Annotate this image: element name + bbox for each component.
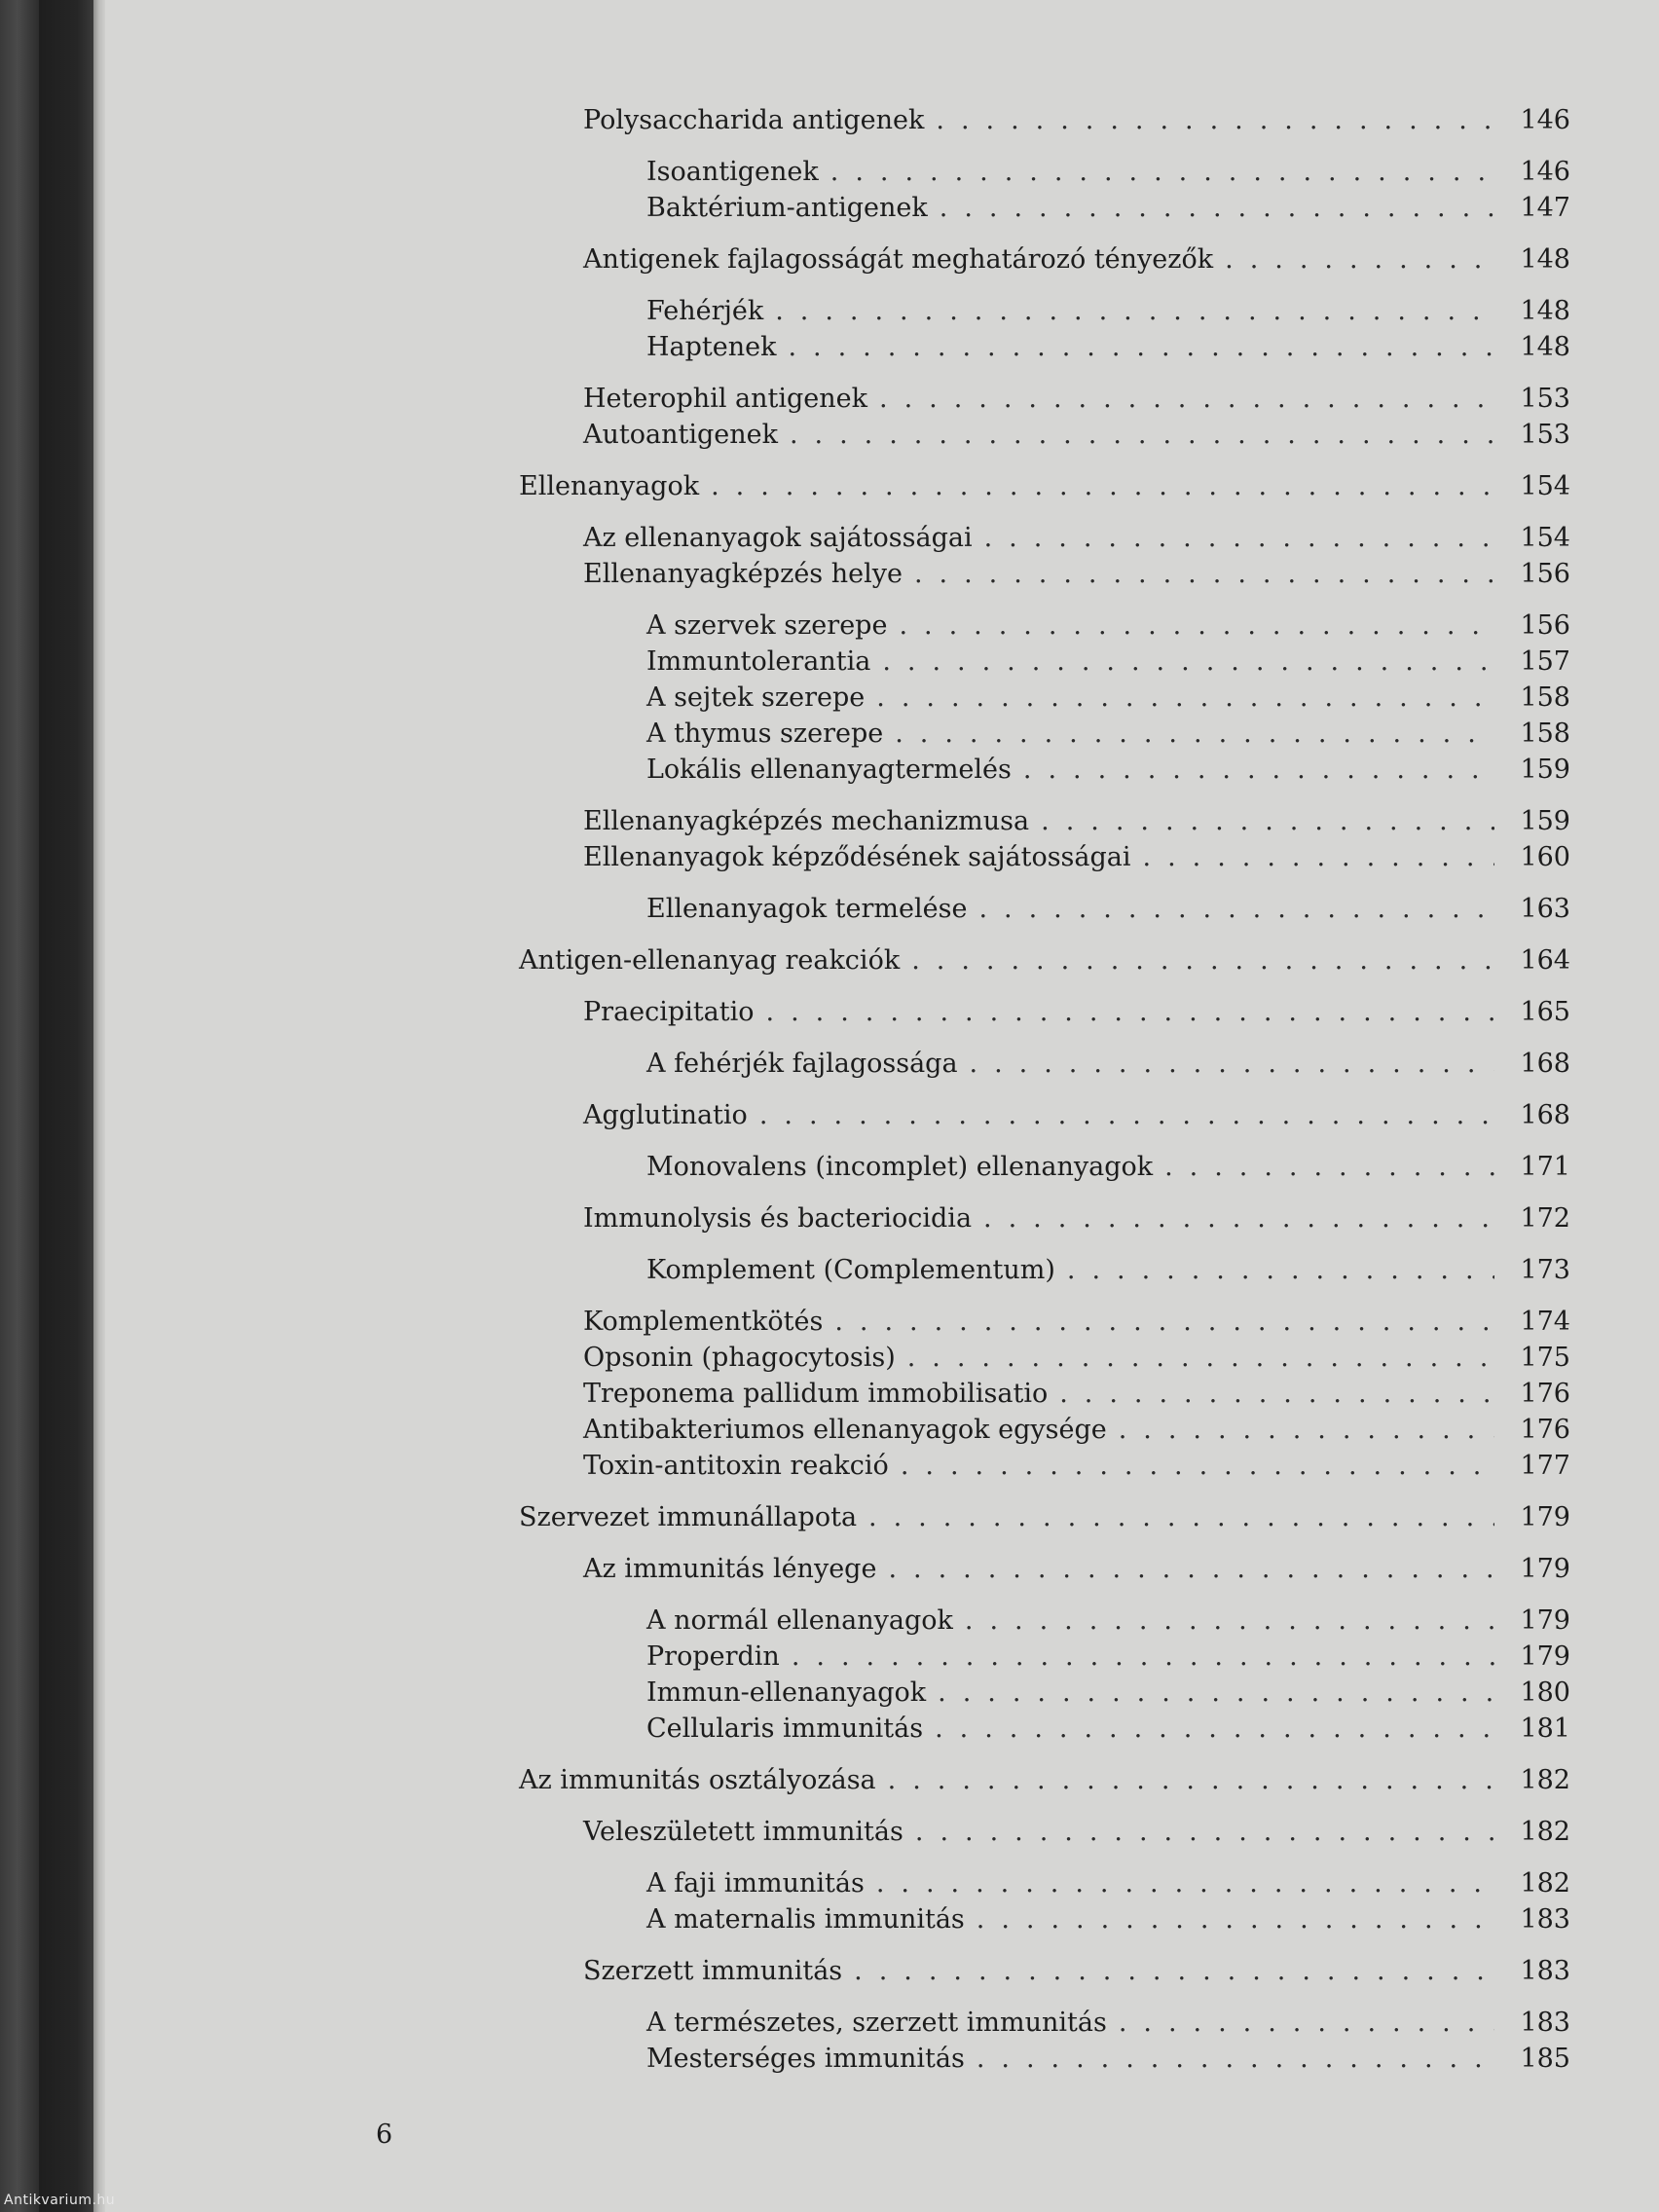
dot-leader: [1067, 1252, 1494, 1288]
toc-entry: [519, 1340, 1570, 1376]
watermark: Antikvarium.hu: [4, 2193, 116, 2208]
toc-entry: [519, 381, 1570, 417]
toc-entry: [519, 2005, 1570, 2041]
toc-entry-title: A thymus szerepe: [646, 719, 884, 749]
dot-leader: [766, 994, 1494, 1030]
dot-leader: [888, 1551, 1494, 1587]
toc-entry-page: 181: [1520, 1714, 1570, 1744]
toc-entry: [519, 1711, 1570, 1747]
dot-leader: [1041, 803, 1494, 839]
toc-entry-title: Az immunitás lényege: [583, 1554, 877, 1584]
toc-entry: [519, 1675, 1570, 1711]
toc-entry: [519, 1499, 1570, 1535]
toc-entry: [519, 1603, 1570, 1639]
toc-entry: [519, 942, 1570, 978]
book-binding: [0, 0, 39, 2212]
toc-entry: [519, 644, 1570, 680]
toc-entry: [519, 329, 1570, 365]
dot-leader: [901, 1448, 1494, 1484]
toc-entry: [519, 102, 1570, 138]
toc-entry-title: Immunolysis és bacteriocidia: [583, 1203, 973, 1234]
toc-entry-page: 148: [1520, 332, 1570, 362]
toc-entry-title: Immun-ellenanyagok: [646, 1677, 927, 1708]
toc-entry-title: Autoantigenek: [583, 420, 778, 450]
dot-leader: [759, 1097, 1494, 1133]
toc-entry: [519, 293, 1570, 329]
dot-leader: [1059, 1376, 1494, 1412]
toc-entry-page: 158: [1520, 682, 1570, 713]
toc-entry-title: Haptenek: [646, 332, 777, 362]
toc-entry-title: Antigenek fajlagosságát meghatározó tényezők: [583, 244, 1214, 275]
toc-entry-title: Ellenanyagok: [519, 471, 700, 501]
toc-entry-title: Ellenanyagképzés mechanizmusa: [583, 806, 1030, 836]
dot-leader: [914, 556, 1494, 592]
toc-entry: [519, 994, 1570, 1030]
toc-entry-title: A természetes, szerzett immunitás: [646, 2008, 1107, 2038]
toc-entry-page: 171: [1520, 1152, 1570, 1182]
dot-leader: [984, 520, 1494, 556]
toc-entry-page: 183: [1520, 1904, 1570, 1935]
dot-leader: [1119, 1412, 1494, 1448]
dot-leader: [876, 1865, 1494, 1901]
toc-entry-title: Immuntolerantia: [646, 646, 871, 677]
dot-leader: [938, 1675, 1494, 1711]
toc-entry-page: 148: [1520, 244, 1570, 275]
toc-entry: [519, 803, 1570, 839]
toc-entry-title: Mesterséges immunitás: [646, 2044, 965, 2074]
dot-leader: [1143, 839, 1494, 875]
dot-leader: [1164, 1149, 1494, 1185]
toc-entry-title: A fehérjék fajlagossága: [646, 1049, 958, 1079]
toc-entry: [519, 154, 1570, 190]
dot-leader: [854, 1953, 1494, 1989]
dot-leader: [895, 716, 1494, 752]
toc-entry: [519, 190, 1570, 226]
dot-leader: [977, 1901, 1494, 1937]
toc-entry-page: 182: [1520, 1868, 1570, 1899]
dot-leader: [978, 891, 1494, 927]
toc-entry-page: 154: [1520, 523, 1570, 553]
toc-entry-page: 160: [1520, 842, 1570, 872]
toc-entry: [519, 1046, 1570, 1082]
toc-entry-page: 173: [1520, 1255, 1570, 1285]
dot-leader: [792, 1639, 1494, 1675]
dot-leader: [775, 293, 1494, 329]
toc-entry: [519, 468, 1570, 504]
toc-entry-page: 147: [1520, 193, 1570, 223]
toc-entry-page: 180: [1520, 1677, 1570, 1708]
toc-entry: [519, 556, 1570, 592]
table-of-contents: [519, 102, 1570, 2077]
toc-entry: [519, 1639, 1570, 1675]
dot-leader: [790, 417, 1494, 453]
toc-entry: [519, 2041, 1570, 2077]
toc-entry-title: Komplementkötés: [583, 1307, 824, 1337]
toc-entry-page: 163: [1520, 894, 1570, 924]
page-number: 6: [376, 2120, 393, 2150]
dot-leader: [899, 608, 1494, 644]
dot-leader: [911, 942, 1494, 978]
toc-entry-page: 146: [1520, 157, 1570, 187]
dot-leader: [1225, 241, 1494, 277]
toc-entry: [519, 839, 1570, 875]
toc-entry-title: Properdin: [646, 1641, 780, 1672]
toc-entry: [519, 1814, 1570, 1850]
binding-strip: [39, 0, 93, 2212]
toc-entry-page: 179: [1520, 1502, 1570, 1532]
toc-entry: [519, 1376, 1570, 1412]
toc-entry-page: 179: [1520, 1605, 1570, 1636]
toc-entry-page: 159: [1520, 806, 1570, 836]
toc-entry-page: 182: [1520, 1765, 1570, 1795]
toc-entry-page: 179: [1520, 1641, 1570, 1672]
toc-entry-page: 172: [1520, 1203, 1570, 1234]
toc-entry-title: A faji immunitás: [646, 1868, 865, 1899]
dot-leader: [882, 644, 1494, 680]
toc-entry-page: 158: [1520, 719, 1570, 749]
toc-entry-page: 153: [1520, 420, 1570, 450]
toc-entry-title: Isoantigenek: [646, 157, 819, 187]
toc-entry: [519, 1551, 1570, 1587]
toc-entry-title: Antibakteriumos ellenanyagok egysége: [583, 1415, 1107, 1445]
toc-entry-title: Toxin-antitoxin reakció: [583, 1451, 889, 1481]
toc-entry-title: Baktérium-antigenek: [646, 193, 928, 223]
dot-leader: [788, 329, 1494, 365]
toc-entry: [519, 716, 1570, 752]
toc-entry: [519, 1149, 1570, 1185]
toc-entry-page: 168: [1520, 1100, 1570, 1130]
toc-entry-page: 176: [1520, 1415, 1570, 1445]
toc-entry-page: 175: [1520, 1343, 1570, 1373]
dot-leader: [983, 1200, 1494, 1236]
toc-entry: [519, 1865, 1570, 1901]
toc-entry-page: 174: [1520, 1307, 1570, 1337]
dot-leader: [970, 1046, 1494, 1082]
dot-leader: [711, 468, 1494, 504]
toc-entry: [519, 1200, 1570, 1236]
toc-entry-title: Az immunitás osztályozása: [519, 1765, 876, 1795]
toc-entry-title: Treponema pallidum immobilisatio: [583, 1379, 1049, 1409]
toc-entry-page: 156: [1520, 559, 1570, 589]
dot-leader: [868, 1499, 1494, 1535]
toc-entry-page: 185: [1520, 2044, 1570, 2074]
toc-entry-page: 148: [1520, 296, 1570, 326]
toc-entry: [519, 891, 1570, 927]
toc-entry-title: Ellenanyagok termelése: [646, 894, 968, 924]
toc-entry: [519, 1252, 1570, 1288]
toc-entry-title: Heterophil antigenek: [583, 384, 868, 414]
toc-entry-page: 157: [1520, 646, 1570, 677]
toc-entry-title: A maternalis immunitás: [646, 1904, 965, 1935]
toc-entry-page: 165: [1520, 997, 1570, 1027]
toc-entry-page: 179: [1520, 1554, 1570, 1584]
toc-entry-title: Fehérjék: [646, 296, 764, 326]
toc-entry-title: Ellenanyagképzés helye: [583, 559, 903, 589]
toc-entry-title: Az ellenanyagok sajátosságai: [583, 523, 973, 553]
dot-leader: [935, 1711, 1494, 1747]
toc-entry-title: Monovalens (incomplet) ellenanyagok: [646, 1152, 1154, 1182]
toc-entry-page: 183: [1520, 1956, 1570, 1986]
toc-entry-page: 168: [1520, 1049, 1570, 1079]
toc-entry-page: 183: [1520, 2008, 1570, 2038]
toc-entry-title: Veleszületett immunitás: [583, 1817, 903, 1847]
toc-entry-page: 153: [1520, 384, 1570, 414]
toc-entry: [519, 417, 1570, 453]
toc-entry-title: Opsonin (phagocytosis): [583, 1343, 896, 1373]
toc-entry-page: 164: [1520, 945, 1570, 976]
toc-entry: [519, 1901, 1570, 1937]
toc-entry: [519, 752, 1570, 788]
toc-entry-page: 177: [1520, 1451, 1570, 1481]
dot-leader: [977, 2041, 1494, 2077]
dot-leader: [876, 680, 1494, 716]
toc-entry-title: Polysaccharida antigenek: [583, 105, 925, 135]
dot-leader: [965, 1603, 1494, 1639]
toc-entry-title: Szervezet immunállapota: [519, 1502, 858, 1532]
toc-entry-title: Cellularis immunitás: [646, 1714, 924, 1744]
toc-entry-title: Komplement (Complementum): [646, 1255, 1055, 1285]
toc-entry-title: Praecipitatio: [583, 997, 755, 1027]
toc-entry-title: Szerzett immunitás: [583, 1956, 843, 1986]
dot-leader: [879, 381, 1494, 417]
dot-leader: [940, 190, 1494, 226]
toc-entry-title: Agglutinatio: [583, 1100, 748, 1130]
toc-entry-title: Lokális ellenanyagtermelés: [646, 755, 1012, 785]
toc-entry: [519, 520, 1570, 556]
toc-entry-title: A sejtek szerepe: [646, 682, 866, 713]
toc-entry-title: A szervek szerepe: [646, 610, 888, 641]
toc-entry-title: Antigen-ellenanyag reakciók: [519, 945, 901, 976]
toc-entry-page: 156: [1520, 610, 1570, 641]
toc-entry: [519, 241, 1570, 277]
dot-leader: [1119, 2005, 1494, 2041]
toc-entry: [519, 608, 1570, 644]
toc-entry: [519, 1304, 1570, 1340]
toc-entry: [519, 1953, 1570, 1989]
dot-leader: [915, 1814, 1494, 1850]
toc-entry-page: 154: [1520, 471, 1570, 501]
toc-entry-title: Ellenanyagok képződésének sajátosságai: [583, 842, 1131, 872]
toc-entry: [519, 1412, 1570, 1448]
toc-entry-page: 176: [1520, 1379, 1570, 1409]
dot-leader: [830, 154, 1494, 190]
toc-entry-page: 146: [1520, 105, 1570, 135]
toc-entry: [519, 680, 1570, 716]
toc-entry-page: 182: [1520, 1817, 1570, 1847]
toc-entry: [519, 1448, 1570, 1484]
toc-entry: [519, 1762, 1570, 1798]
toc-entry: [519, 1097, 1570, 1133]
dot-leader: [834, 1304, 1494, 1340]
dot-leader: [1023, 752, 1494, 788]
toc-entry-title: A normál ellenanyagok: [646, 1605, 953, 1636]
dot-leader: [888, 1762, 1494, 1798]
dot-leader: [907, 1340, 1494, 1376]
dot-leader: [936, 102, 1494, 138]
page-edge: [93, 0, 105, 2212]
toc-entry-page: 159: [1520, 755, 1570, 785]
